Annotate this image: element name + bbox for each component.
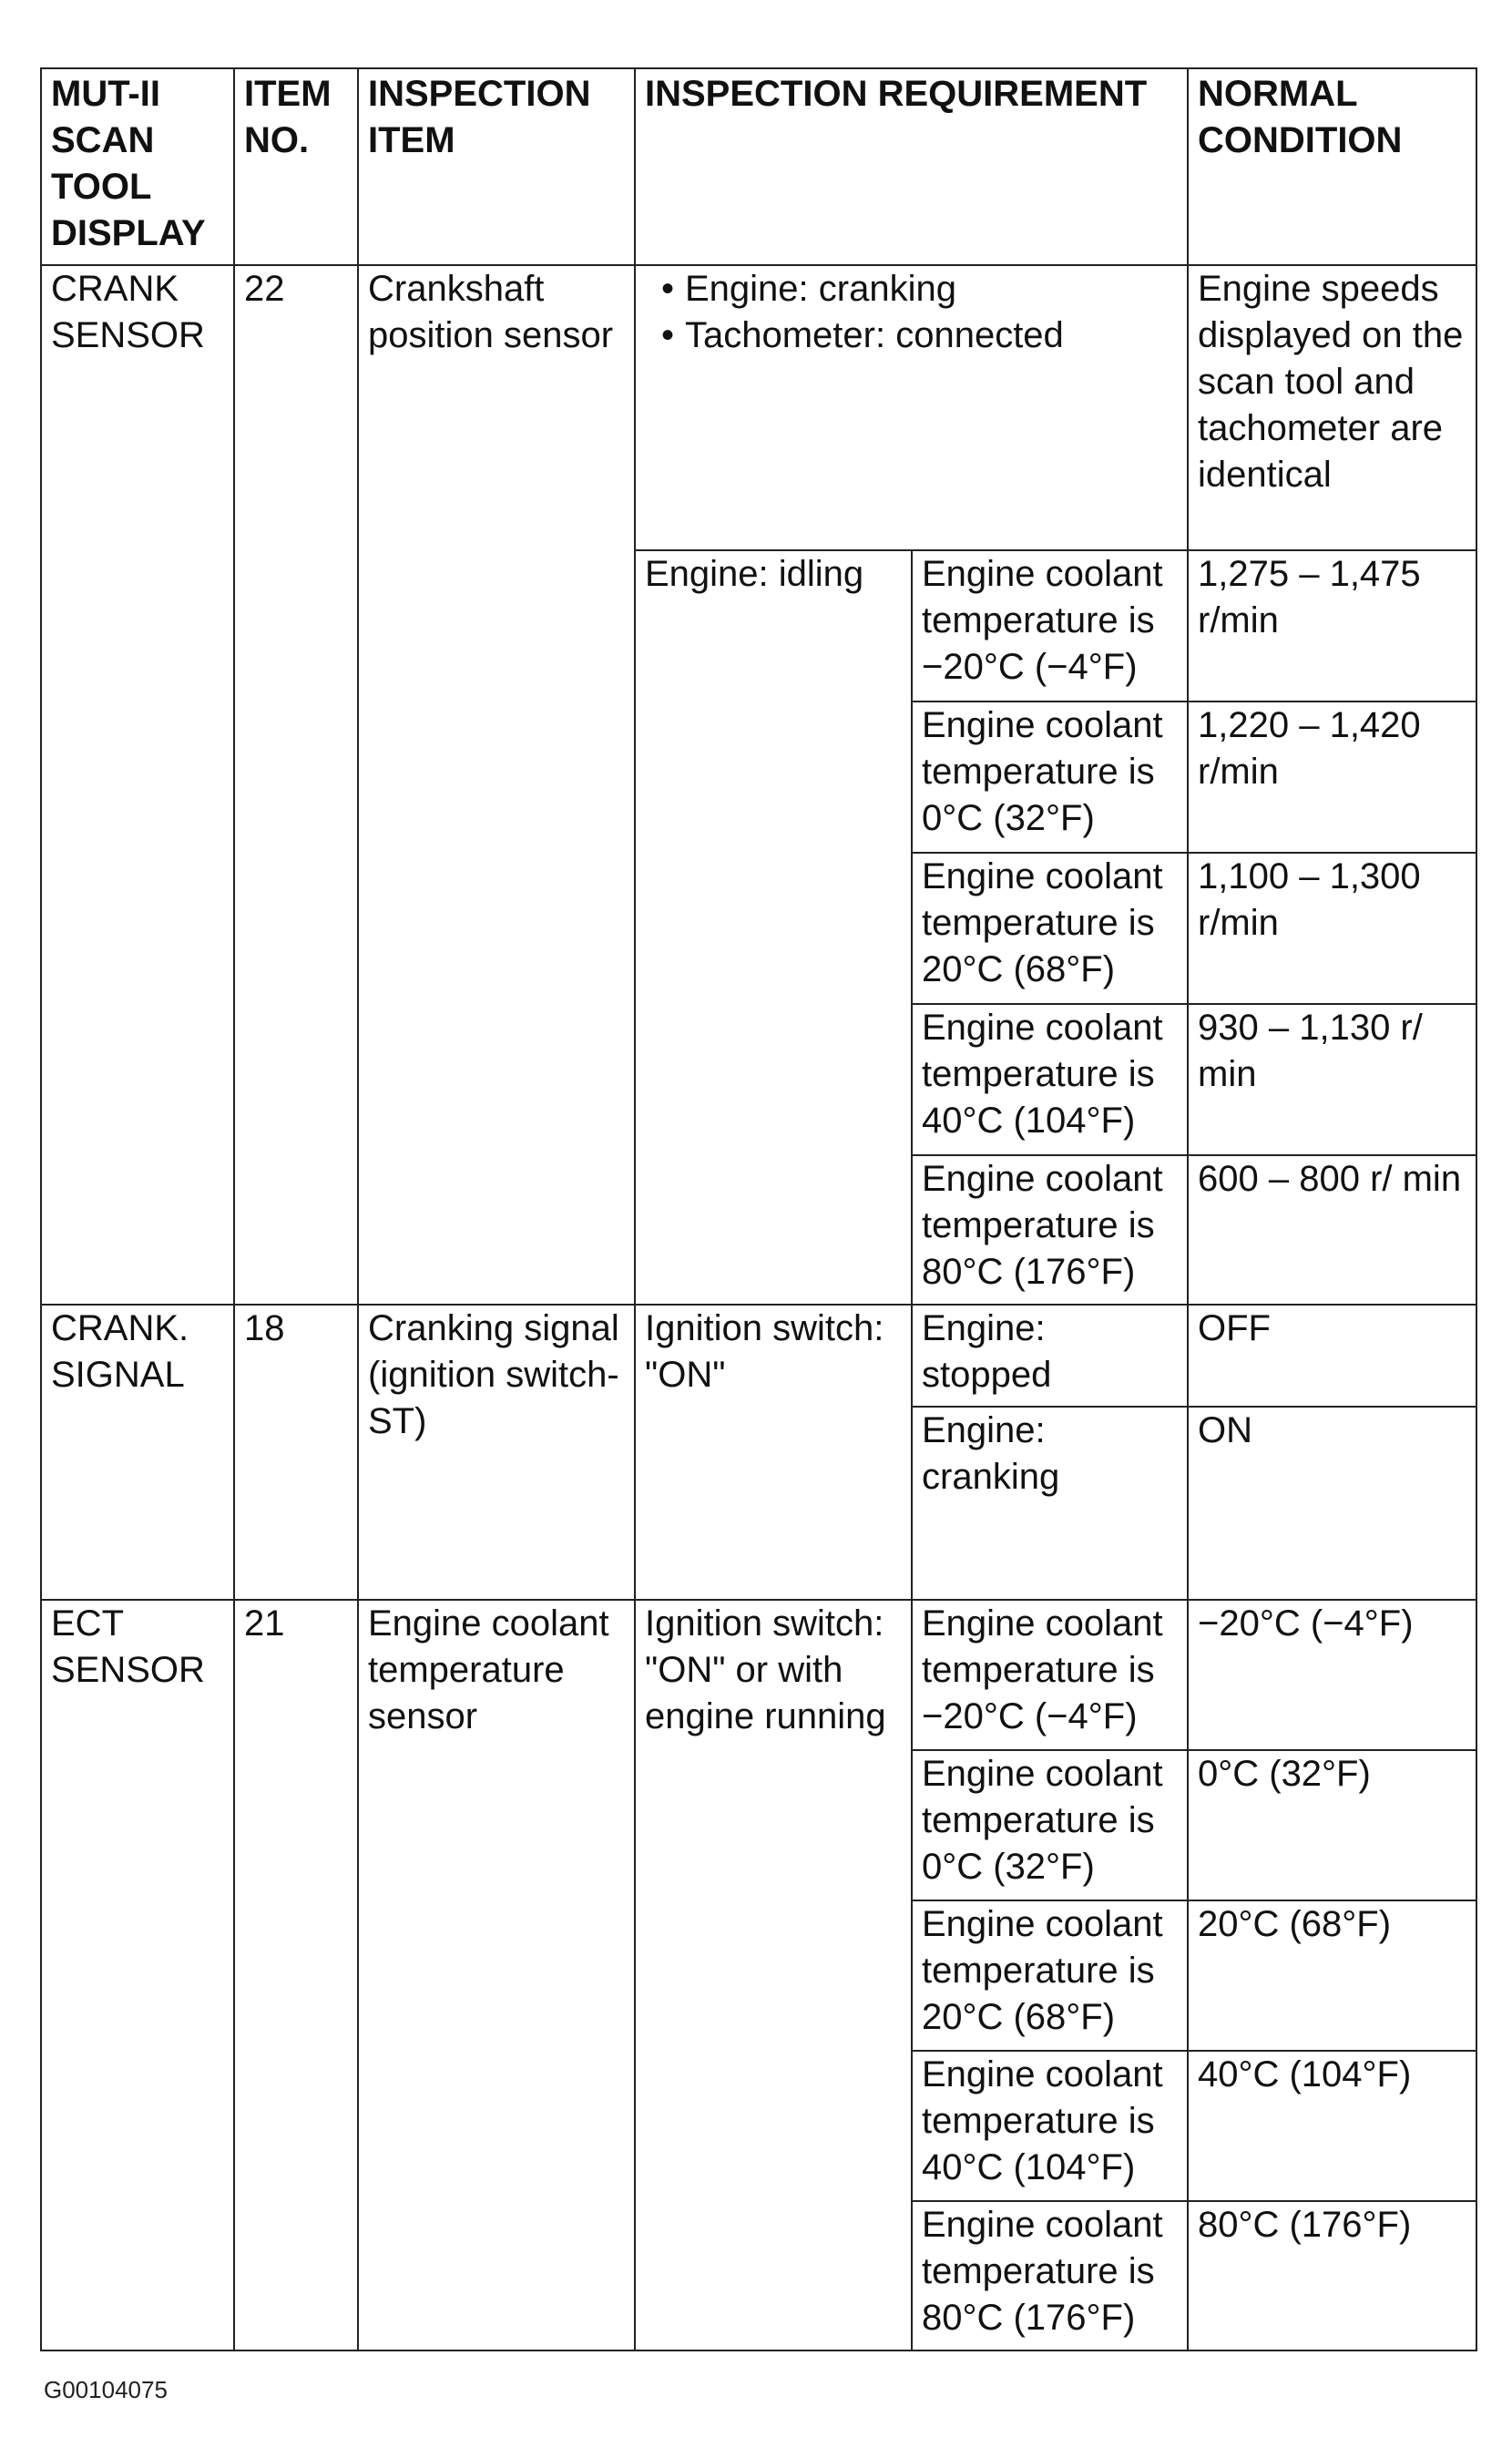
- inspection-table: [40, 67, 1477, 2351]
- signal-condition: Engine: stopped: [912, 1305, 1188, 1407]
- crank-signal-requirement: Ignition switch: "ON": [635, 1305, 912, 1600]
- crank-sensor-requirements: [635, 265, 1188, 550]
- ect-sensor-item-no: 21: [234, 1600, 358, 2350]
- idle-condition: Engine coolant temperature is 80°C (176°F): [912, 1155, 1188, 1305]
- idle-condition: Engine coolant temperature is 40°C (104°F): [912, 1004, 1188, 1155]
- ect-condition: Engine coolant temperature is −20°C (−4°F): [912, 1600, 1188, 1750]
- signal-condition: Engine: cranking: [912, 1407, 1188, 1600]
- table-row: [41, 265, 1476, 550]
- crank-signal-inspection-item: Cranking signal (ignition switch-ST): [358, 1305, 635, 1600]
- idle-normal: 1,220 – 1,420 r/min: [1188, 702, 1476, 853]
- crank-signal-item-no: 18: [234, 1305, 358, 1600]
- table-row: [41, 1305, 1476, 1407]
- table-row: [41, 1600, 1476, 1750]
- signal-normal: OFF: [1188, 1305, 1476, 1407]
- idle-requirement: Engine: idling: [635, 550, 912, 1305]
- header-normal-condition: NORMAL CONDITION: [1188, 68, 1476, 265]
- requirement-list: [645, 266, 1178, 359]
- ect-condition: Engine coolant temperature is 20°C (68°F): [912, 1900, 1188, 2051]
- ect-normal: 20°C (68°F): [1188, 1900, 1476, 2051]
- idle-normal: 930 – 1,130 r/ min: [1188, 1004, 1476, 1155]
- header-row: [41, 68, 1476, 265]
- idle-normal: 1,100 – 1,300 r/min: [1188, 853, 1476, 1004]
- crank-sensor-item-no: 22: [234, 265, 358, 1305]
- ect-sensor-requirement: Ignition switch: "ON" or with engine running: [635, 1600, 912, 2350]
- crank-signal-display: CRANK. SIGNAL: [41, 1305, 234, 1600]
- ect-condition: Engine coolant temperature is 80°C (176°F): [912, 2201, 1188, 2350]
- idle-condition: Engine coolant temperature is −20°C (−4°F): [912, 550, 1188, 702]
- crank-sensor-display: CRANK SENSOR: [41, 265, 234, 1305]
- header-item-no: ITEM NO.: [234, 68, 358, 265]
- crank-sensor-inspection-item: Crankshaft position sensor: [358, 265, 635, 1305]
- idle-normal: 1,275 – 1,475 r/min: [1188, 550, 1476, 702]
- header-inspection-item: INSPECTION ITEM: [358, 68, 635, 265]
- header-display: MUT-II SCAN TOOL DISPLAY: [41, 68, 234, 265]
- ect-sensor-inspection-item: Engine coolant temperature sensor: [358, 1600, 635, 2350]
- signal-normal: ON: [1188, 1407, 1476, 1600]
- crank-sensor-normal-condition: Engine speeds displayed on the scan tool and tachometer are identical: [1188, 265, 1476, 550]
- requirement-item: • Engine: cranking: [661, 266, 1178, 312]
- idle-condition: Engine coolant temperature is 0°C (32°F): [912, 702, 1188, 853]
- ect-condition: Engine coolant temperature is 0°C (32°F): [912, 1750, 1188, 1900]
- ect-condition: Engine coolant temperature is 40°C (104°F): [912, 2051, 1188, 2201]
- ect-normal: 80°C (176°F): [1188, 2201, 1476, 2350]
- figure-id: G00104075: [44, 2376, 168, 2403]
- ect-normal: 0°C (32°F): [1188, 1750, 1476, 1900]
- ect-normal: −20°C (−4°F): [1188, 1600, 1476, 1750]
- ect-normal: 40°C (104°F): [1188, 2051, 1476, 2201]
- idle-condition: Engine coolant temperature is 20°C (68°F): [912, 853, 1188, 1004]
- idle-normal: 600 – 800 r/ min: [1188, 1155, 1476, 1305]
- ect-sensor-display: ECT SENSOR: [41, 1600, 234, 2350]
- header-inspection-requirement: INSPECTION REQUIREMENT: [635, 68, 1188, 265]
- requirement-item: • Tachometer: connected: [661, 312, 1178, 359]
